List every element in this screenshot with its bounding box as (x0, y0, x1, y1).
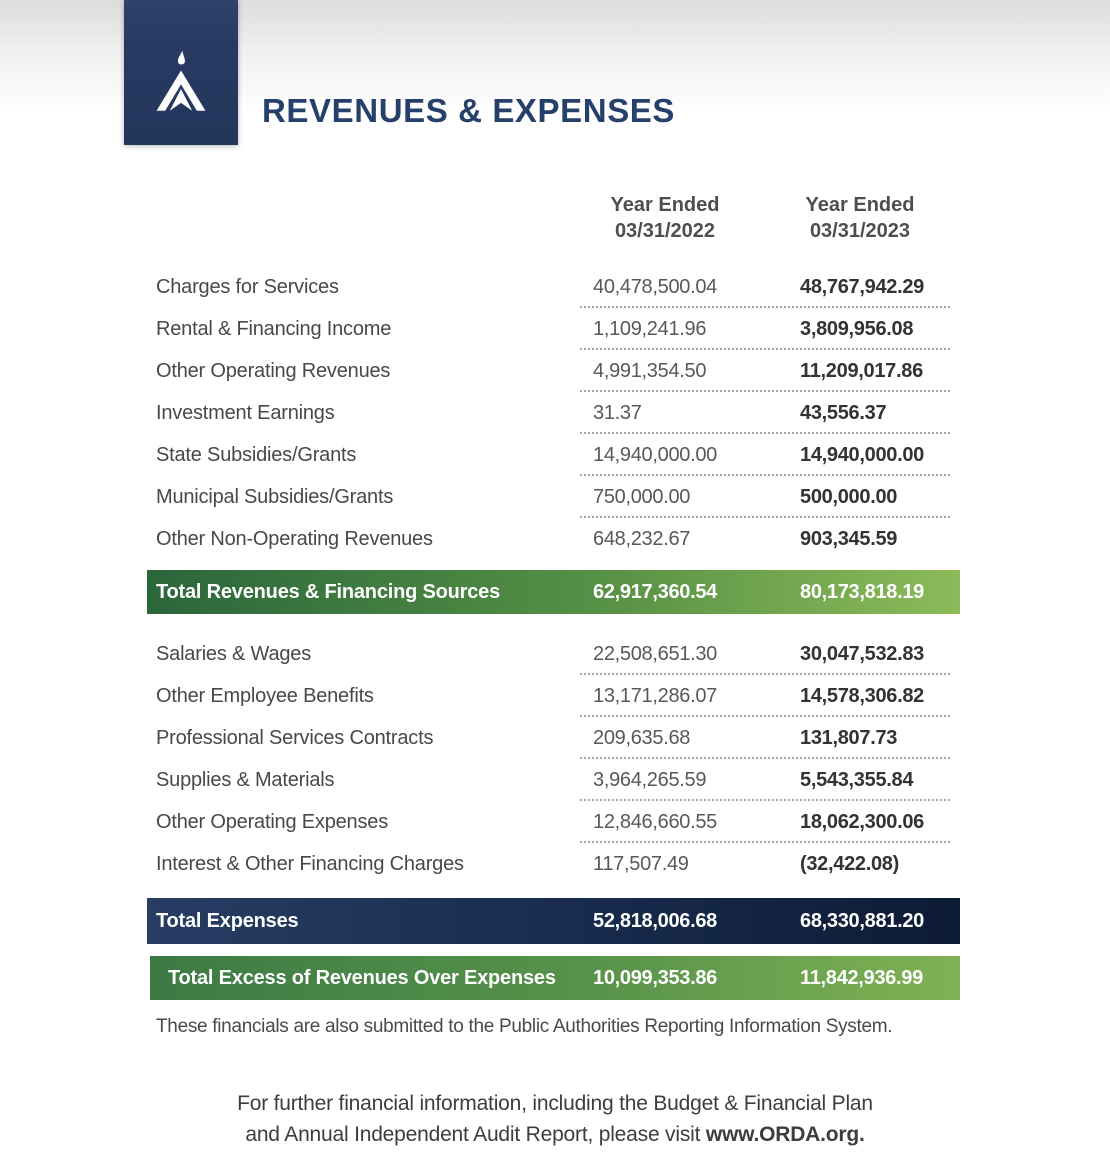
footer-note (0, 1088, 1110, 1150)
table-row (147, 801, 960, 843)
total-value-2022: 10,099,353.86 (593, 966, 718, 989)
table-row (147, 266, 960, 308)
value-2023: 48,767,942.29 (800, 275, 925, 298)
value-2023: (32,422.08) (800, 852, 899, 875)
row-label: Charges for Services (156, 275, 339, 298)
column-headers (147, 186, 960, 250)
row-label: Investment Earnings (156, 401, 335, 424)
row-label: Other Operating Expenses (156, 810, 388, 833)
value-2022: 31.37 (593, 401, 642, 424)
value-2023: 18,062,300.06 (800, 810, 925, 833)
value-2023: 43,556.37 (800, 401, 887, 424)
value-2022: 209,635.68 (593, 726, 691, 749)
value-2022: 648,232.67 (593, 527, 691, 550)
total-value-2022: 62,917,360.54 (593, 580, 718, 603)
total-value-2023: 68,330,881.20 (800, 909, 925, 932)
value-2022: 14,940,000.00 (593, 443, 718, 466)
value-2023: 5,543,355.84 (800, 768, 914, 791)
total-expenses-bar (147, 898, 960, 944)
revenue-rows (147, 266, 960, 560)
table-row (147, 633, 960, 675)
row-label: Salaries & Wages (156, 642, 312, 665)
table-row (147, 350, 960, 392)
table-row (147, 843, 960, 885)
orda-link[interactable]: www.ORDA.org. (705, 1123, 865, 1146)
row-label: Municipal Subsidies/Grants (156, 485, 394, 508)
column-header-2023: Year Ended 03/31/2023 (805, 194, 915, 242)
value-2023: 3,809,956.08 (800, 317, 914, 340)
torch-mountain-icon (148, 46, 214, 132)
page-title: REVENUES & EXPENSES (262, 92, 676, 129)
value-2022: 22,508,651.30 (593, 642, 718, 665)
row-label: Other Operating Revenues (156, 359, 391, 382)
table-row (147, 476, 960, 518)
value-2022: 12,846,660.55 (593, 810, 718, 833)
table-row (147, 518, 960, 560)
value-2023: 903,345.59 (800, 527, 898, 550)
orda-logo (124, 0, 238, 145)
value-2023: 11,209,017.86 (800, 359, 923, 382)
value-2022: 1,109,241.96 (593, 317, 707, 340)
value-2022: 40,478,500.04 (593, 275, 718, 298)
total-label: Total Excess of Revenues Over Expenses (168, 966, 556, 989)
table-row (147, 675, 960, 717)
table-row (147, 759, 960, 801)
total-value-2022: 52,818,006.68 (593, 909, 718, 932)
value-2022: 13,171,286.07 (593, 684, 718, 707)
value-2022: 117,507.49 (593, 852, 689, 875)
value-2022: 3,964,265.59 (593, 768, 707, 791)
value-2023: 14,940,000.00 (800, 443, 925, 466)
total-value-2023: 11,842,936.99 (800, 966, 923, 989)
value-2023: 131,807.73 (800, 726, 898, 749)
total-value-2023: 80,173,818.19 (800, 580, 925, 603)
column-header-2022: Year Ended 03/31/2022 (610, 194, 720, 242)
total-label: Total Expenses (156, 909, 299, 932)
total-excess-bar (150, 956, 960, 1000)
value-2023: 14,578,306.82 (800, 684, 925, 707)
table-row (147, 308, 960, 350)
row-label: Rental & Financing Income (156, 317, 392, 340)
row-label: Professional Services Contracts (156, 726, 434, 749)
footer-line-1: For further financial information, including the Budget & Financial Plan (237, 1092, 873, 1115)
financial-table (147, 186, 960, 1038)
total-revenues-bar (147, 570, 960, 614)
paris-note: These financials are also submitted to the Public Authorities Reporting Information System. (156, 1016, 893, 1037)
footer-line-2: and Annual Independent Audit Report, please visit www.ORDA.org. (245, 1123, 865, 1146)
expense-rows (147, 633, 960, 885)
value-2023: 30,047,532.83 (800, 642, 925, 665)
value-2022: 750,000.00 (593, 485, 691, 508)
table-row (147, 392, 960, 434)
row-label: Supplies & Materials (156, 768, 335, 791)
table-row (147, 434, 960, 476)
row-label: Other Employee Benefits (156, 684, 374, 707)
table-row (147, 717, 960, 759)
value-2022: 4,991,354.50 (593, 359, 707, 382)
row-label: Other Non-Operating Revenues (156, 527, 433, 550)
row-label: State Subsidies/Grants (156, 443, 357, 466)
row-label: Interest & Other Financing Charges (156, 852, 464, 875)
total-label: Total Revenues & Financing Sources (156, 580, 501, 603)
value-2023: 500,000.00 (800, 485, 898, 508)
